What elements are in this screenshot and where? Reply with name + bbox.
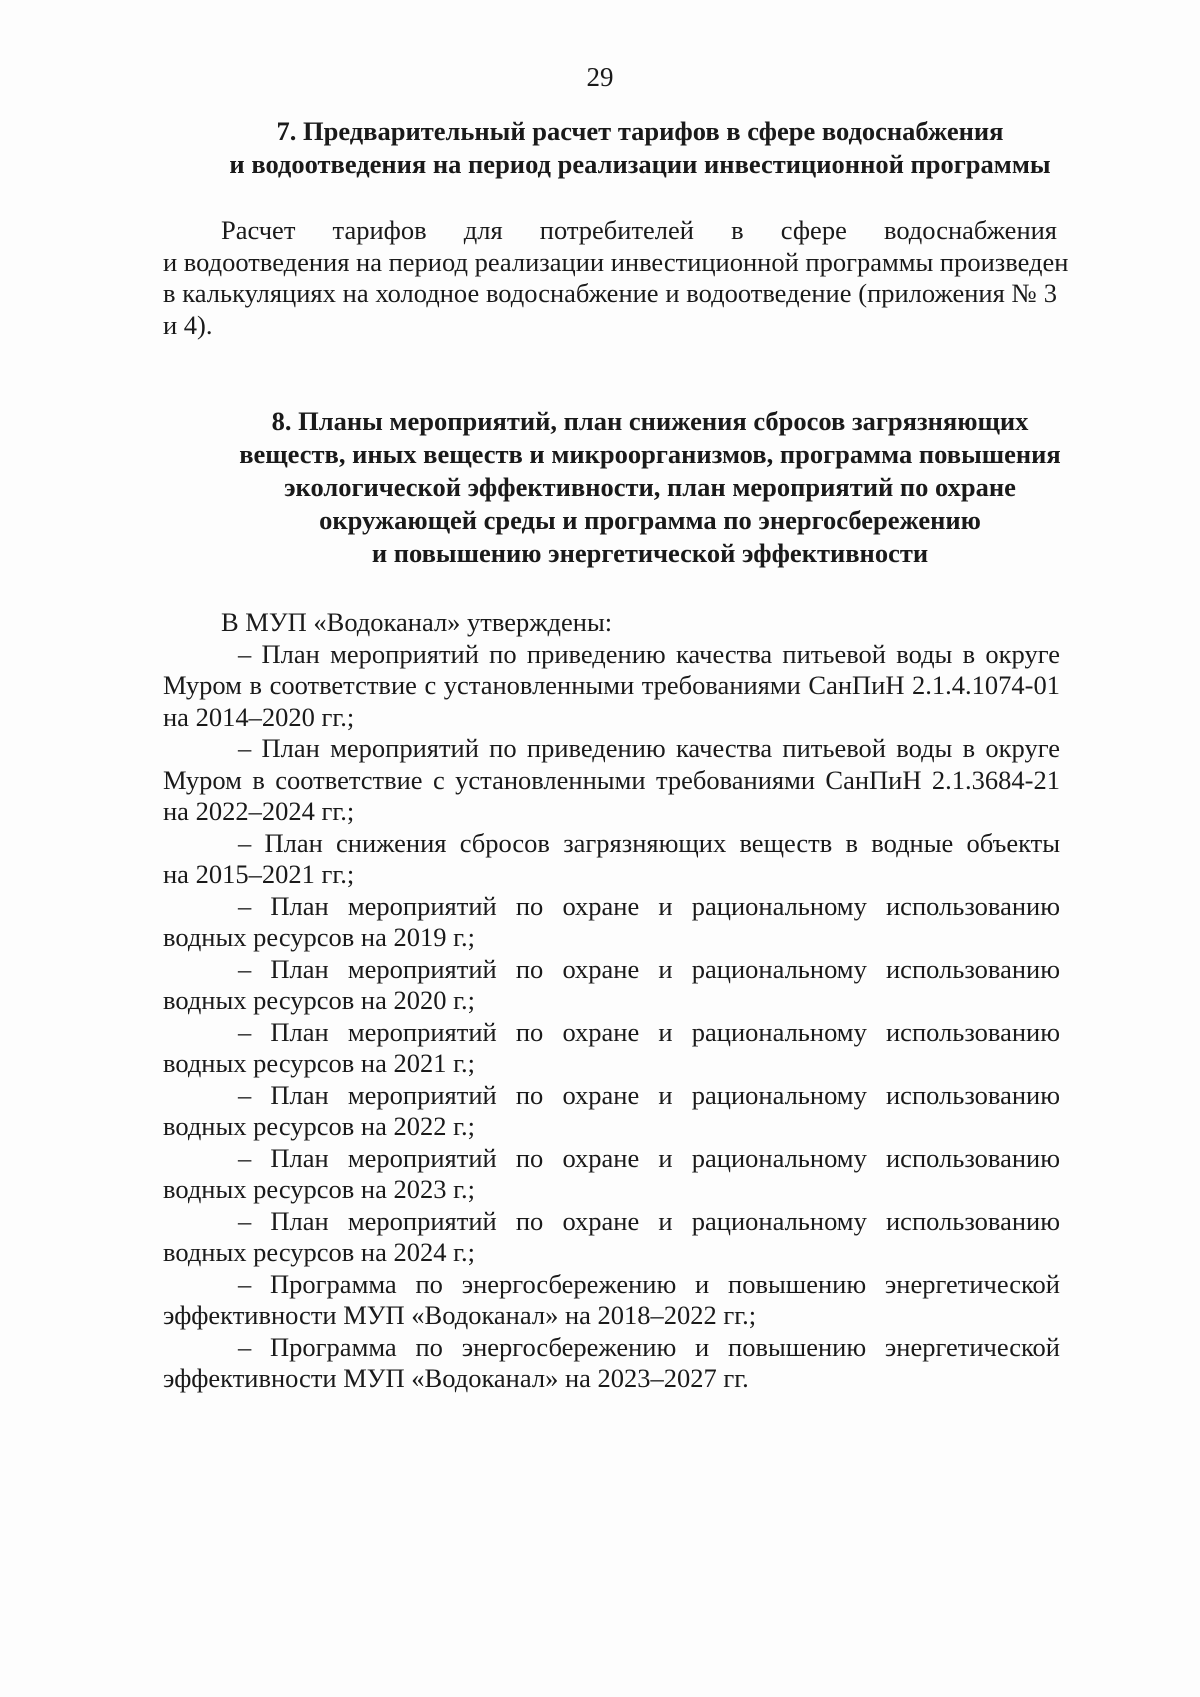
list-item-line: – План мероприятий по охране и рациональному использованию: [238, 1079, 1060, 1110]
list-item-line: – План мероприятий по охране и рациональному использованию: [238, 1205, 1060, 1236]
list-item-line: водных ресурсов на 2023 г.;: [163, 1174, 475, 1204]
list-item-line: – План мероприятий по охране и рациональному использованию: [238, 1016, 1060, 1047]
list-item-line: на 2015–2021 гг.;: [163, 859, 355, 889]
list-item-line: водных ресурсов на 2020 г.;: [163, 985, 475, 1015]
heading-line: экологической эффективности, план мероприятий по охране: [284, 472, 1016, 502]
list-item: [163, 1332, 1060, 1395]
list-item: [163, 1206, 1060, 1269]
list-item: [163, 828, 1060, 891]
intro-text: В МУП «Водоканал» утверждены:: [221, 607, 613, 637]
heading-line: 8. Планы мероприятий, план снижения сбросов загрязняющих: [271, 406, 1029, 436]
list-item-line: – Программа по энергосбережению и повышению энергетической: [238, 1331, 1060, 1362]
page-number: 29: [586, 62, 614, 92]
list-item-line: – План мероприятий по охране и рациональному использованию: [238, 890, 1060, 921]
list-item-line: Муром в соответствие с установленными требованиями СанПиН 2.1.4.1074-01: [163, 670, 1060, 700]
heading-line: веществ, иных веществ и микроорганизмов, программа повышения: [239, 439, 1061, 469]
list-item-line: Муром в соответствие с установленными требованиями СанПиН 2.1.3684-21: [163, 764, 1060, 795]
heading-line: 7. Предварительный расчет тарифов в сфере водоснабжения: [276, 116, 1004, 146]
list-item-line: водных ресурсов на 2024 г.;: [163, 1237, 475, 1267]
paragraph-line: и водоотведения на период реализации инвестиционной программы произведен: [163, 246, 1069, 277]
paragraph-line: Расчет тарифов для потребителей в сфере водоснабжения: [221, 215, 1057, 245]
list-item-line: на 2022–2024 гг.;: [163, 796, 355, 826]
heading-line: и повышению энергетической эффективности: [371, 538, 929, 568]
list-item-line: водных ресурсов на 2021 г.;: [163, 1048, 475, 1078]
list-item-line: – План мероприятий по приведению качества питьевой воды в округе: [238, 733, 1060, 763]
section-7-heading: [220, 115, 1060, 181]
list-item: [163, 733, 1060, 828]
section-8-body: [163, 607, 1060, 1395]
list-item: [163, 639, 1060, 734]
list-item: [163, 1143, 1060, 1206]
list-item-line: – Программа по энергосбережению и повышению энергетической: [238, 1268, 1060, 1299]
list-item: [163, 954, 1060, 1017]
list-item-line: эффективности МУП «Водоканал» на 2018–2022 гг.;: [163, 1300, 757, 1330]
list-item-line: водных ресурсов на 2022 г.;: [163, 1111, 475, 1141]
list-item-line: – План снижения сбросов загрязняющих веществ в водные объекты: [238, 827, 1060, 858]
list-item-line: – План мероприятий по охране и рациональному использованию: [238, 1142, 1060, 1173]
section-8-heading: [220, 405, 1080, 570]
list-item-line: – План мероприятий по охране и рациональному использованию: [238, 953, 1060, 984]
list-item: [163, 891, 1060, 954]
section-7-paragraph: [163, 215, 1069, 341]
list-item-line: на 2014–2020 гг.;: [163, 701, 355, 732]
heading-line: окружающей среды и программа по энергосбережению: [319, 505, 981, 535]
list-item-line: – План мероприятий по приведению качества питьевой воды в округе: [238, 638, 1060, 669]
list-item: [163, 1269, 1060, 1332]
list-item: [163, 1017, 1060, 1080]
paragraph-line: и 4).: [163, 309, 213, 340]
list-item: [163, 1080, 1060, 1143]
heading-line: и водоотведения на период реализации инвестиционной программы: [229, 149, 1051, 179]
list-item-line: эффективности МУП «Водоканал» на 2023–2027 гг.: [163, 1363, 749, 1393]
list-item-line: водных ресурсов на 2019 г.;: [163, 922, 475, 952]
paragraph-line: в калькуляциях на холодное водоснабжение и водоотведение (приложения № 3: [163, 278, 1057, 308]
